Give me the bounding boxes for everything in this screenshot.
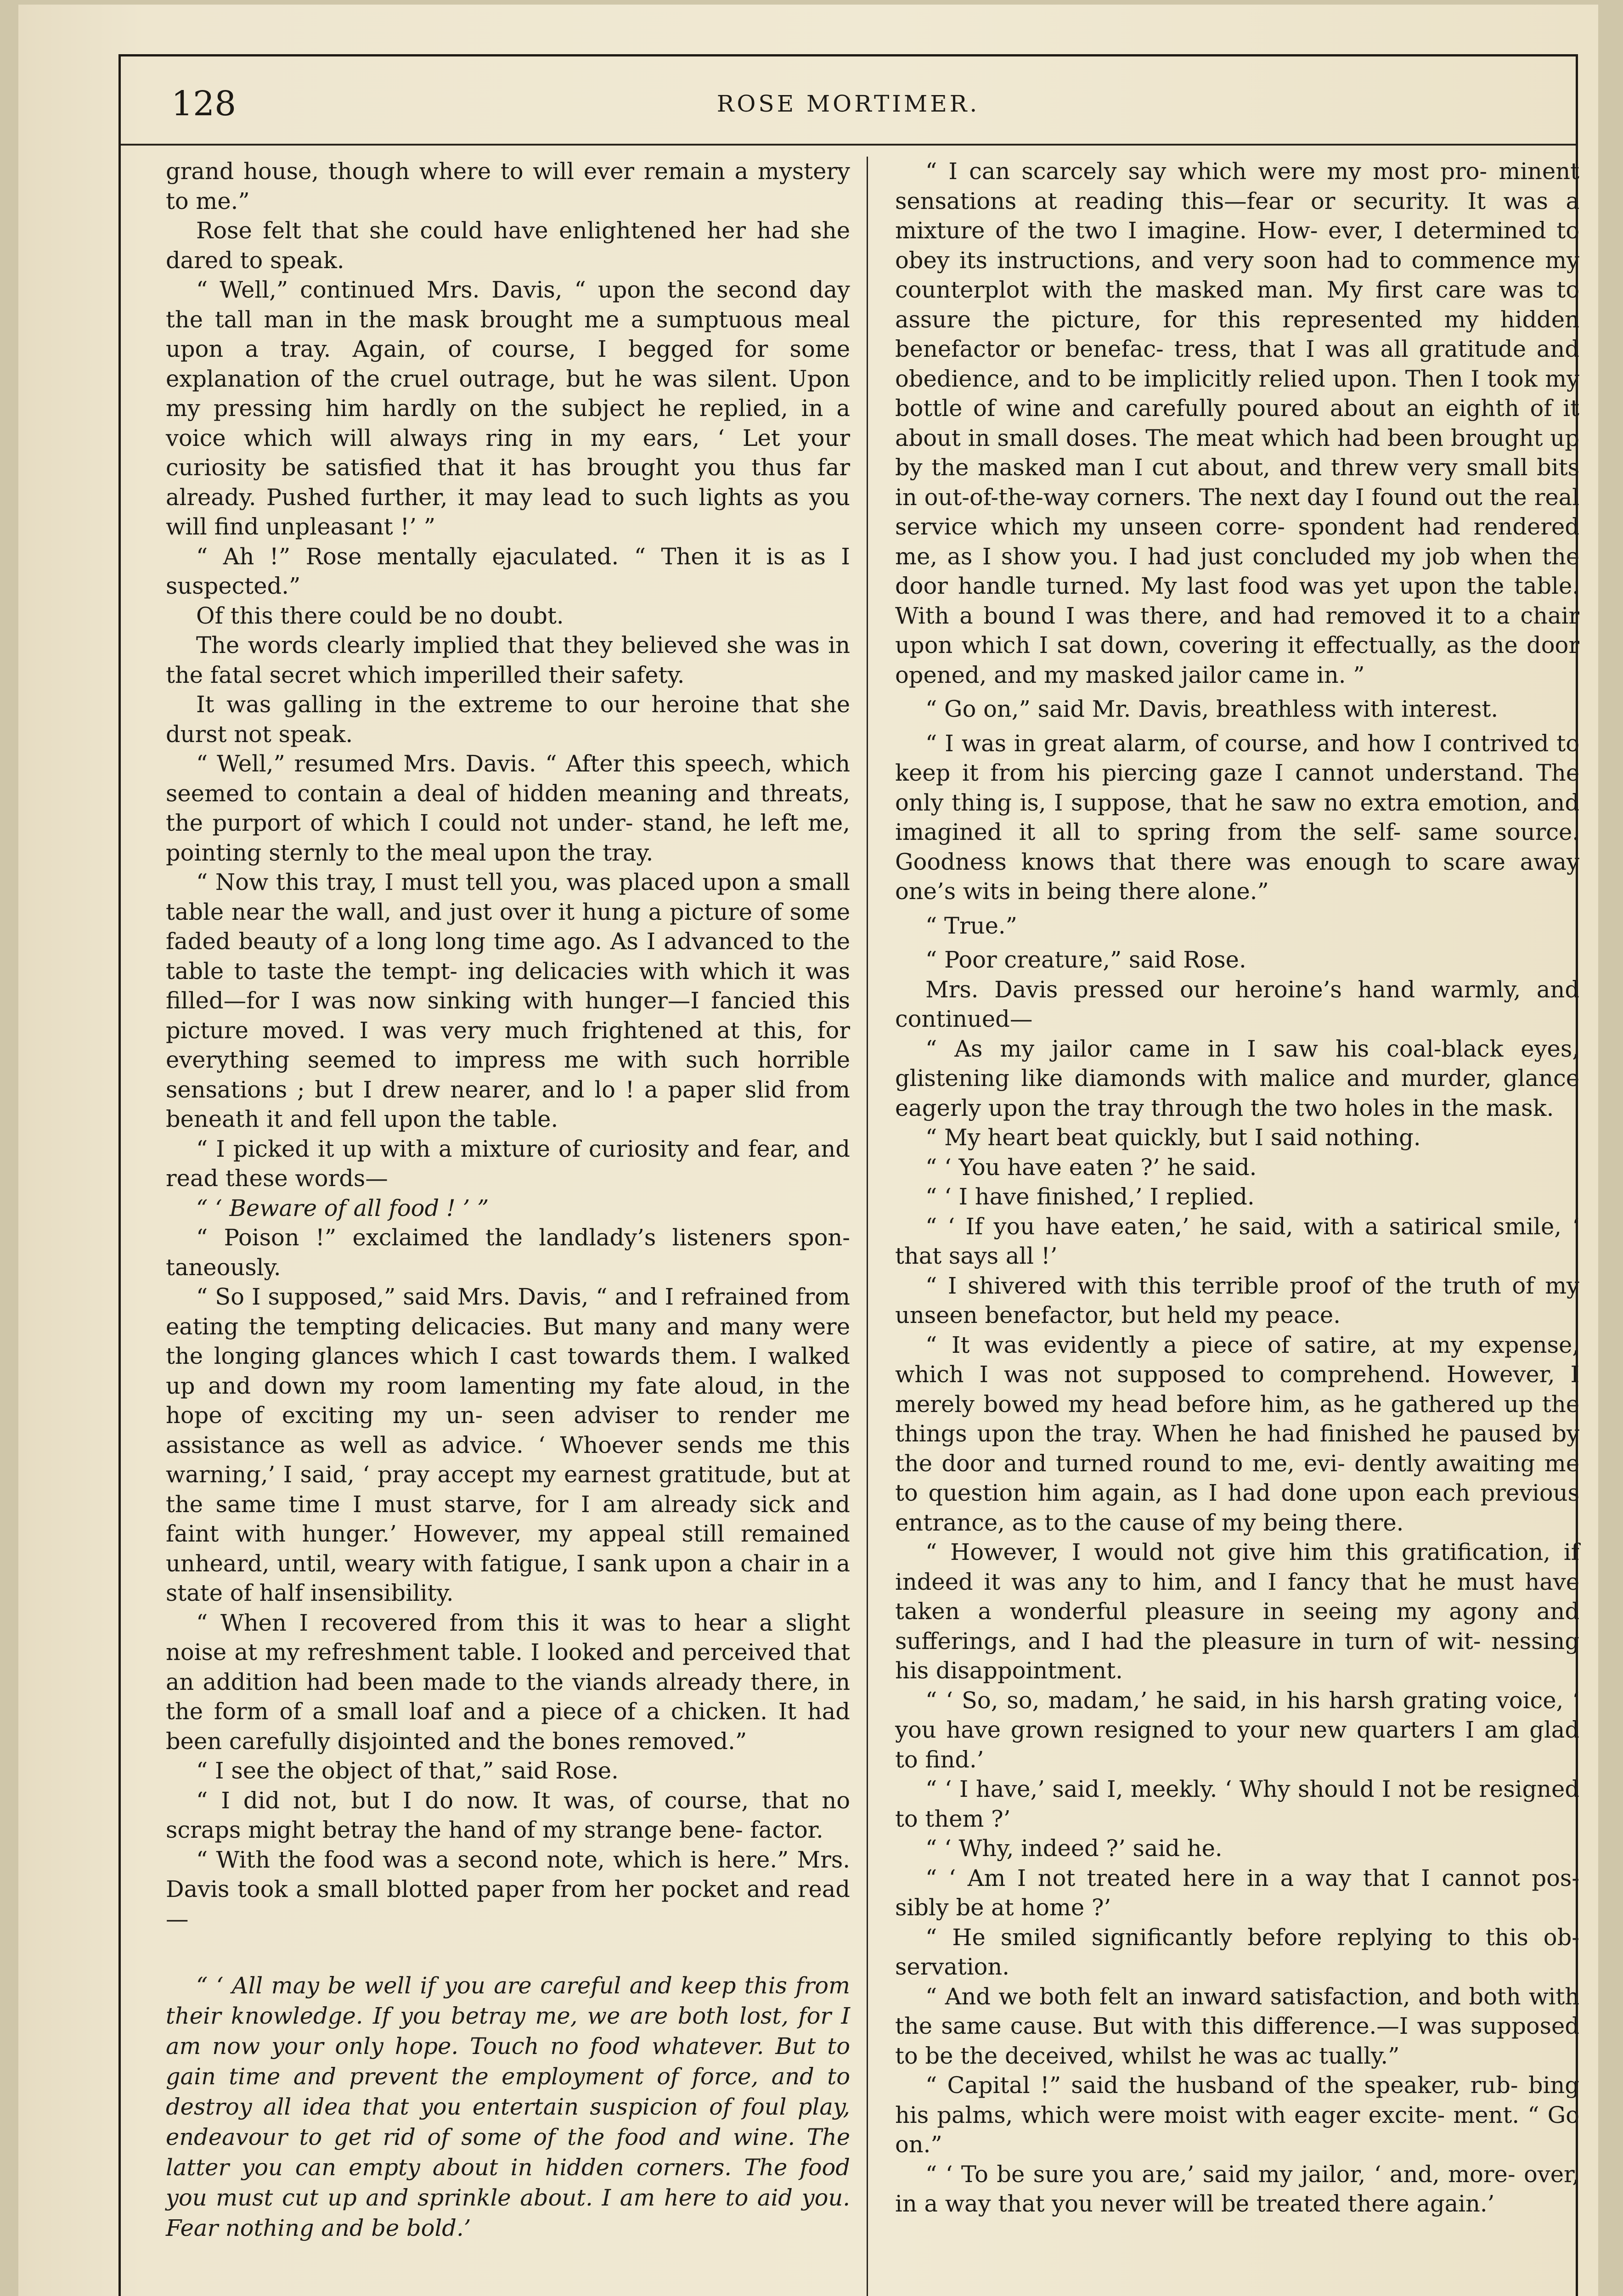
column-divider [867, 157, 868, 2296]
paragraph: “ As my jailor came in I saw his coal-black eyes, glistening like diamonds with malice and murder, glance eagerly upon the tray through the two holes in the mask. [895, 1035, 1579, 1121]
paragraph: “ Well,” resumed Mrs. Davis. “ After this speech, which seemed to contain a deal of hidden meaning and threats, the purport of which I could not under- stand, he left me, pointing sternly to the meal upon the tray. [166, 750, 850, 866]
paragraph: “ ‘ If you have eaten,’ he said, with a satirical smile, ‘ that says all !’ [895, 1213, 1579, 1269]
paragraph: “ He smiled significantly before replying to this ob- servation. [895, 1924, 1579, 1980]
paragraph: “ ‘ To be sure you are,’ said my jailor, ‘ and, more- over, in a way that you never will be treated there again.’ [895, 2161, 1579, 2217]
running-title: ROSE MORTIMER. [716, 90, 980, 117]
page-frame [118, 54, 1578, 2296]
paragraph: “ I see the object of that,” said Rose. [196, 1757, 619, 1784]
paragraph: “ I can scarcely say which were my most pro- minent sensations at reading this—fear or security. It was a mixture of the two I imagine. How- ever, I determined to obey its instructions, and very soon had to commence my counterplot with the masked man. My first care was to assure the picture, for this represented my hidden benefactor or benefac- tress, that I was all gratitude and obedience, and to be implicitly relied upon. Then I took my bottle of wine and carefully poured about an eighth of it about in small doses. The meat which had been brought up by the masked man I cut about, and threw very small bits in out-of-the-way corners. The next day I found out the real service which my unseen corre- spondent had rendered me, as I show you. I had just concluded my job when the door handle turned. My last food was yet upon the table. With a bound I was there, and had removed it to a chair upon which I sat down, covering it effectually, as the door opened, and my masked jailor came in. ” [895, 158, 1579, 688]
paragraph: “ Capital !” said the husband of the speaker, rub- bing his palms, which were moist with eager excite- ment. “ Go on.” [895, 2072, 1579, 2158]
paragraph: “ I picked it up with a mixture of curiosity and fear, and read these words— [166, 1135, 850, 1192]
paragraph: “ I did not, but I do now. It was, of course, that no scraps might betray the hand of my strange bene- factor. [166, 1787, 850, 1843]
page-header [121, 66, 1576, 135]
header-rule [121, 144, 1576, 146]
paragraph: “ And we both felt an inward satisfaction, and both with the same cause. But with this difference.—I was supposed to be the deceived, whilst he was ac tually.” [895, 1983, 1579, 2069]
paragraph: “ Now this tray, I must tell you, was placed upon a small table near the wall, and just over it hung a picture of some faded beauty of a long long time ago. As I advanced to the table to taste the tempt- ing delicacies with which it was filled—for I was now sinking with hunger—I fancied this picture moved. I was very much frightened at this, for everything seemed to impress me with such horrible sensations ; but I drew nearer, and lo ! a paper slid from beneath it and fell upon the table. [166, 869, 850, 1132]
paragraph: It was galling in the extreme to our heroine that she durst not speak. [166, 691, 850, 748]
paragraph: “ ‘ So, so, madam,’ he said, in his harsh grating voice, ‘ you have grown resigned to your new quarters I am glad to find.’ [895, 1687, 1579, 1773]
paragraph: Rose felt that she could have enlightened her had she dared to speak. [166, 217, 850, 274]
paragraph: “ ‘ You have eaten ?’ he said. [925, 1154, 1257, 1181]
paragraph: “ ‘ I have,’ said I, meekly. ‘ Why should I not be resigned to them ?’ [895, 1776, 1579, 1832]
paragraph: “ True.” [925, 912, 1017, 939]
paragraph: “ I was in great alarm, of course, and how I contrived to keep it from his piercing gaze I cannot understand. The only thing is, I suppose, that he saw no extra emotion, and imagined it all to spring from the self- same source. Goodness knows that there was enough to scare away one’s wits in being there alone.” [895, 730, 1579, 905]
paragraph: “ When I recovered from this it was to hear a slight noise at my refreshment table. I looked and perceived that an addition had been made to the viands already there, in the form of a small loaf and a piece of a chicken. It had been carefully disjointed and the bones removed.” [166, 1609, 850, 1755]
right-column [895, 157, 1579, 2219]
paragraph: The words clearly implied that they believed she was in the fatal secret which imperilled their safety. [166, 632, 850, 688]
paragraph: “ ‘ Beware of all food ! ’ ” [196, 1194, 489, 1221]
paragraph: grand house, though where to will ever remain a mystery to me.” [166, 158, 850, 214]
page-number: 128 [171, 84, 237, 124]
paragraph: “ ‘ Why, indeed ?’ said he. [925, 1835, 1223, 1862]
left-column [166, 157, 850, 2243]
italic-note: “ ‘ All may be well if you are careful and keep this from their knowledge. If you betray me, we are both lost, for I am now your only hope. Touch no food whatever. But to gain time and prevent the employment of force, and to destroy all idea that you entertain suspicion of foul play, endeavour to get rid of some of the food and wine. The latter you can empty about in hidden corners. The food you must cut up and sprinkle about. I am here to aid you. Fear nothing and be bold.’ [166, 1972, 850, 2241]
paragraph: Mrs. Davis pressed our heroine’s hand warmly, and continued— [895, 976, 1579, 1032]
paragraph: “ ‘ I have finished,’ I replied. [925, 1183, 1255, 1210]
paragraph: “ It was evidently a piece of satire, at my expense, which I was not supposed to comprehend. However, I merely bowed my head before him, as he gathered up the things upon the tray. When he had finished he paused by the door and turned round to me, evi- dently awaiting me to question him again, as I had done upon each previous entrance, as to the cause of my being there. [895, 1331, 1579, 1536]
paragraph: Of this there could be no doubt. [196, 602, 564, 629]
paragraph: “ Poison !” exclaimed the landlady’s listeners spon- taneously. [166, 1224, 850, 1281]
paragraph: “ However, I would not give him this gratification, if indeed it was any to him, and I fancy that he must have taken a wonderful pleasure in seeing my agony and sufferings, and I had the pleasure in turn of wit- nessing his disappointment. [895, 1539, 1579, 1684]
paragraph: “ Poor creature,” said Rose. [925, 946, 1246, 973]
paragraph: “ My heart beat quickly, but I said nothing. [925, 1124, 1421, 1151]
paragraph: “ With the food was a second note, which is here.” Mrs. Davis took a small blotted paper from her pocket and read— [166, 1846, 850, 1932]
paragraph: “ Well,” continued Mrs. Davis, “ upon the second day the tall man in the mask brought me a sumptuous meal upon a tray. Again, of course, I begged for some explanation of the cruel outrage, but he was silent. Upon my pressing him hardly on the subject he replied, in a voice which will always ring in my ears, ‘ Let your curiosity be satisfied that it has brought you thus far already. Pushed further, it may lead to such lights as you will find unpleasant !’ ” [166, 276, 850, 540]
paragraph: “ ‘ Am I not treated here in a way that I cannot pos- sibly be at home ?’ [895, 1864, 1579, 1921]
magazine-page [18, 5, 1598, 2296]
paragraph: “ I shivered with this terrible proof of the truth of my unseen benefactor, but held my peace. [895, 1272, 1579, 1328]
paragraph: “ Go on,” said Mr. Davis, breathless with interest. [925, 696, 1499, 722]
paragraph: “ Ah !” Rose mentally ejaculated. “ Then it is as I suspected.” [166, 543, 850, 599]
paragraph: “ So I supposed,” said Mrs. Davis, “ and I refrained from eating the tempting delicacies. But many and many were the longing glances which I cast towards them. I walked up and down my room lamenting my fate aloud, in the hope of exciting my un- seen adviser to render me assistance as well as advice. ‘ Whoever sends me this warning,’ I said, ‘ pray accept my earnest gratitude, but at the same time I must starve, for I am already sick and faint with hunger.’ However, my appeal still remained unheard, until, weary with fatigue, I sank upon a chair in a state of half insensibility. [166, 1283, 850, 1606]
